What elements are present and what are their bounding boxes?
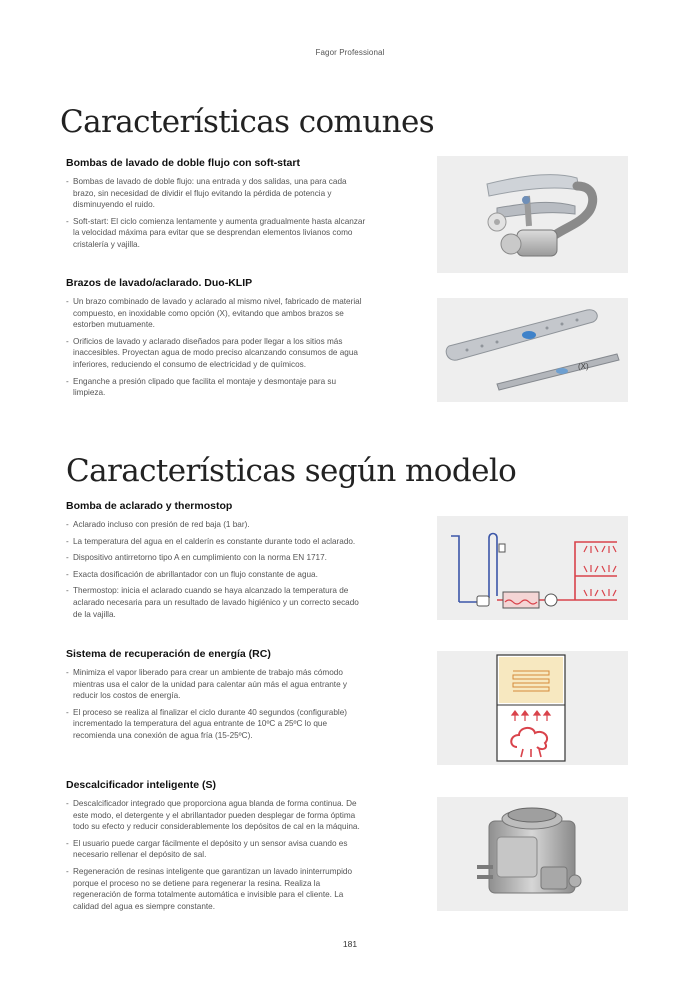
wash-pump-image	[437, 156, 628, 273]
bullet-list	[66, 519, 366, 620]
bullet-list	[66, 667, 366, 742]
section-wash-pumps	[66, 157, 366, 256]
section-title: Descalcificador inteligente (S)	[66, 779, 216, 791]
water-softener-image	[437, 797, 628, 911]
list-item: - Thermostop: inicia el aclarado cuando se haya alcanzado la temperatura de aclarado necesaria para un resultado de lavado higiénico y un correcto secado de la vajilla.	[66, 585, 366, 620]
list-item: - Exacta dosificación de abrillantador con un flujo constante de agua.	[66, 569, 366, 581]
brand-header: Fagor Professional	[315, 48, 385, 57]
stainless-option-label: (X)	[578, 362, 589, 371]
list-item: - Un brazo combinado de lavado y aclarado al mismo nivel, fabricado de material compuesto, en inoxidable como opción (X), evitando que ambos brazos se estorben mutuamente.	[66, 296, 366, 331]
list-item: - Descalcificador integrado que proporciona agua blanda de forma continua. De este modo, el detergente y el abrillantador pueden desplegar de forma óptima todo su efecto y reducir considerablemente los depósitos de cal en la máquina.	[66, 798, 366, 833]
section-rinse-pump	[66, 500, 366, 625]
list-item: - Soft-start: El ciclo comienza lentamente y aumenta gradualmente hasta alcanzar la velocidad máxima para evitar que se desprendan elementos livianos como cristalería y vajilla.	[66, 216, 366, 251]
section-wash-arms	[66, 277, 366, 404]
wash-arm-image	[437, 298, 628, 402]
bullet-list	[66, 176, 366, 251]
list-item: - Bombas de lavado de doble flujo: una entrada y dos salidas, una para cada brazo, sin necesidad de dividir el flujo evitando la pérdida de potencia y disminuyendo el ruido.	[66, 176, 366, 211]
section-title: Bombas de lavado de doble flujo con soft-start	[66, 157, 300, 169]
section-title: Sistema de recuperación de energía (RC)	[66, 648, 271, 660]
list-item: - La temperatura del agua en el calderín es constante durante todo el aclarado.	[66, 536, 366, 548]
list-item: - Minimiza el vapor liberado para crear un ambiente de trabajo más cómodo mientras usa el calor de la unidad para calentar aún más el agua entrante y reducir los costos de energía.	[66, 667, 366, 702]
list-item: - El proceso se realiza al finalizar el ciclo durante 40 segundos (configurable) incrementado la temperatura del agua entrante de 10ºC a 25ºC lo que recomienda una conexión de agua fría (15-25ºC).	[66, 707, 366, 742]
list-item: - Orificios de lavado y aclarado diseñados para poder llegar a los sitios más inaccesibles. Proyectan agua de modo preciso alcanzando consumos de agua inferiores, reduciendo el consumo de electricidad y de químicos.	[66, 336, 366, 371]
bullet-list	[66, 296, 366, 399]
list-item: - Aclarado incluso con presión de red baja (1 bar).	[66, 519, 366, 531]
energy-recovery-image	[437, 651, 628, 765]
section-water-softener	[66, 779, 366, 917]
list-item: - El usuario puede cargar fácilmente el depósito y un sensor avisa cuando es necesario rellenar el depósito de sal.	[66, 838, 366, 861]
rinse-diagram-image	[437, 516, 628, 620]
section-title: Bomba de aclarado y thermostop	[66, 500, 233, 512]
title-common-features: Características comunes	[60, 104, 435, 140]
list-item: - Dispositivo antirretorno tipo A en cumplimiento con la norma EN 1717.	[66, 552, 366, 564]
page-number: 181	[342, 939, 358, 949]
section-energy-recovery	[66, 648, 366, 747]
section-title: Brazos de lavado/aclarado. Duo-KLIP	[66, 277, 253, 289]
title-model-features: Características según modelo	[66, 453, 517, 489]
bullet-list	[66, 798, 366, 912]
list-item: - Regeneración de resinas inteligente que garantizan un lavado ininterrumpido porque el proceso no se detiene para regenerar la resina. Realiza la regeneración de forma totalmente automática e invisible para el cliente. La calidad del agua es siempre constante.	[66, 866, 366, 912]
list-item: - Enganche a presión clipado que facilita el montaje y desmontaje para su limpieza.	[66, 376, 366, 399]
